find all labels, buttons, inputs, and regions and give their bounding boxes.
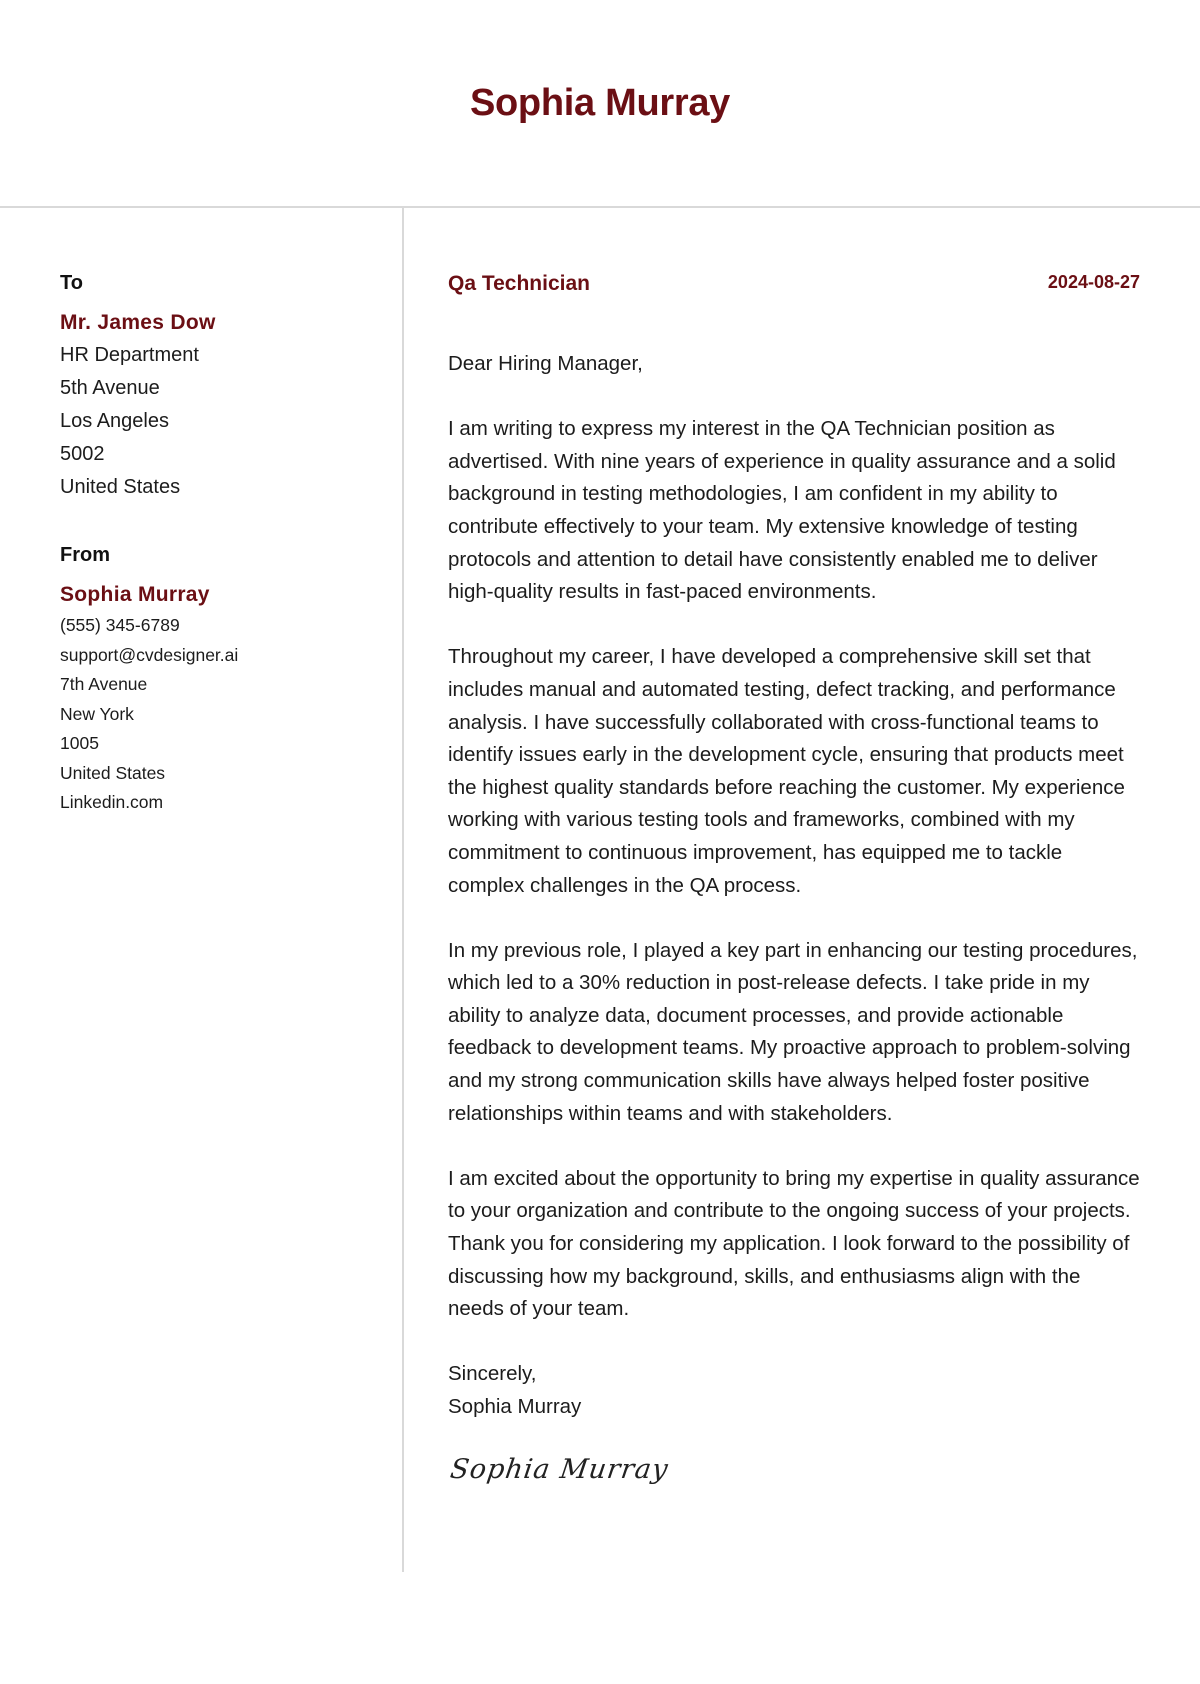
letter-date: 2024-08-27 bbox=[1047, 272, 1140, 292]
sender-heading: From bbox=[60, 544, 110, 566]
header-name: Sophia Murray bbox=[469, 82, 731, 124]
recipient-name: Mr. James Dow bbox=[60, 311, 216, 334]
sender-country: United States bbox=[60, 762, 166, 783]
recipient-heading: To bbox=[60, 272, 83, 294]
sender-email[interactable]: support@cvdesigner.ai bbox=[60, 644, 239, 665]
sender-city: New York bbox=[60, 703, 134, 724]
closing: Sincerely, bbox=[448, 1362, 537, 1386]
sender-website[interactable]: Linkedin.com bbox=[60, 792, 164, 812]
sidebar bbox=[60, 272, 380, 818]
sender-street: 7th Avenue bbox=[60, 674, 148, 694]
salutation: Dear Hiring Manager, bbox=[448, 352, 643, 375]
recipient-zip: 5002 bbox=[60, 443, 105, 465]
closing-block bbox=[448, 1358, 1140, 1423]
recipient-country: United States bbox=[60, 476, 181, 498]
sender-zip: 1005 bbox=[60, 733, 99, 753]
letter-paragraph: In my previous role, I played a key part in enhancing our testing procedures, which led to a 30% reduction in post-release defects. I take pride in my ability to analyze data, document processes, and provide actionable feedback to development teams. My proactive approach to problem-solving and my strong communication skills have always helped foster positive relationships within teams and with stakeholders. bbox=[448, 938, 1138, 1125]
recipient-block bbox=[60, 272, 380, 504]
signature: Sophia Murray bbox=[448, 1453, 671, 1485]
letter-paragraph: Throughout my career, I have developed a comprehensive skill set that includes manual and automated testing, defect tracking, and performance analysis. I have successfully collaborated with cross-functional teams to identify issues early in the development cycle, ensuring that products meet the highest quality standards before reaching the customer. My experience working with various testing tools and frameworks, combined with my commitment to continuous improvement, has equipped me to tackle complex challenges in the QA process. bbox=[448, 645, 1125, 897]
sender-phone: (555) 345-6789 bbox=[60, 615, 180, 635]
recipient-street: 5th Avenue bbox=[60, 377, 160, 399]
page-header bbox=[0, 0, 1200, 208]
recipient-department: HR Department bbox=[60, 344, 199, 366]
letter-body bbox=[448, 348, 1140, 1488]
job-title: Qa Technician bbox=[448, 272, 590, 295]
vertical-divider bbox=[402, 208, 404, 1572]
sender-block bbox=[60, 544, 380, 818]
letter-paragraph: I am excited about the opportunity to bring my expertise in quality assurance to your organization and contribute to the ongoing success of your projects. Thank you for considering my application. I look forward to the possibility of discussing how my background, skills, and enthusiasms align with the needs of your team. bbox=[448, 1166, 1140, 1321]
letter-paragraph: I am writing to express my interest in the QA Technician position as advertised. With nine years of experience in quality assurance and a solid background in testing methodologies, I am confident in my ability to contribute effectively to your team. My extensive knowledge of testing protocols and attention to detail have consistently enabled me to deliver high-quality results in fast-paced environments. bbox=[448, 417, 1116, 604]
recipient-city: Los Angeles bbox=[60, 410, 169, 432]
sender-name: Sophia Murray bbox=[60, 583, 210, 606]
closing-name: Sophia Murray bbox=[448, 1395, 582, 1418]
